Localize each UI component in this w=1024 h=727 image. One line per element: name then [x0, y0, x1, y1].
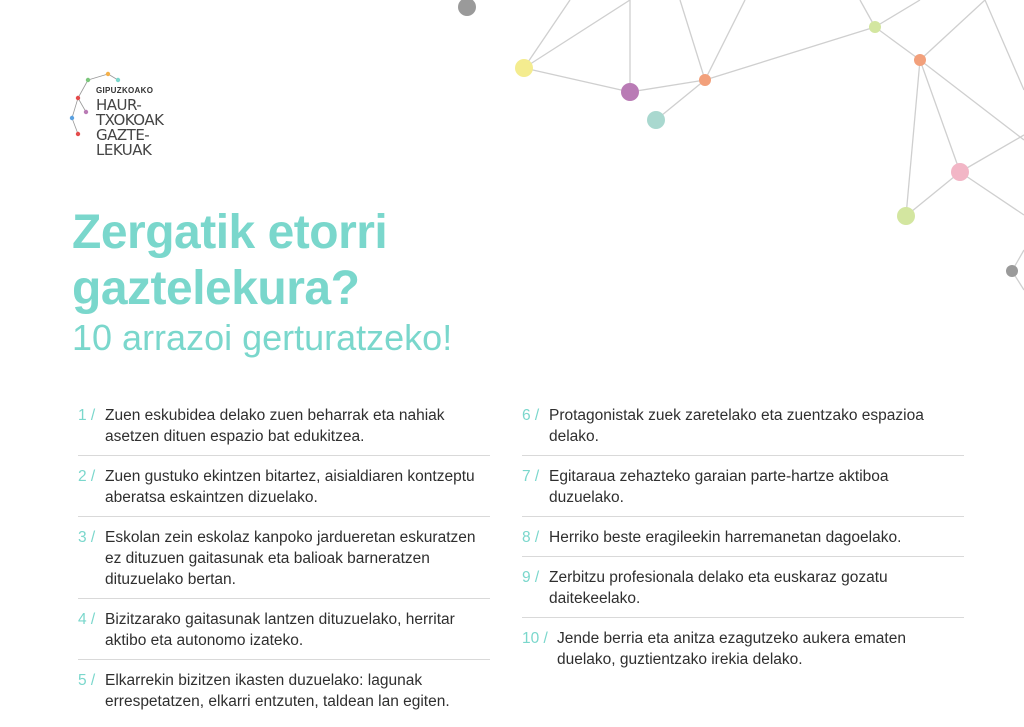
reason-number: 8 /: [522, 529, 540, 546]
divider: [78, 598, 490, 599]
reason-item-8: [522, 527, 964, 548]
divider: [78, 455, 490, 456]
node-gray-right: [1006, 265, 1018, 277]
logo-line-4: LEKUAK: [96, 141, 152, 159]
reason-item-2: [78, 466, 490, 508]
reason-number: 1 /: [78, 407, 96, 424]
divider: [522, 455, 964, 456]
logo-line-2: TXOKOAK: [96, 111, 164, 129]
node-teal: [647, 111, 665, 129]
node-lime-small: [869, 21, 881, 33]
heading-line-1: Zergatik etorri: [72, 206, 388, 259]
node-purple: [621, 83, 639, 101]
page-heading: [72, 205, 452, 357]
divider: [78, 516, 490, 517]
heading-subtitle: 10 arrazoi gerturatzeko!: [72, 317, 453, 358]
reason-item-10: [522, 628, 964, 670]
reason-item-4: [78, 609, 490, 651]
logo-line-3: GAZTE-: [96, 126, 150, 144]
node-yellow: [515, 59, 533, 77]
reason-number: 4 /: [78, 611, 96, 628]
divider: [522, 617, 964, 618]
node-gray-top: [458, 0, 476, 16]
divider: [522, 556, 964, 557]
reason-text: Egitaraua zehazteko garaian parte-hartze aktiboa duzuelako.: [549, 468, 889, 506]
reason-text: Eskolan zein eskolaz kanpoko jarduеretan eskuratzen ez dituzuen gaitasunak eta balioak barneratzen dituzuelako bertan.: [105, 529, 476, 588]
reason-text: Zuen gustuko ekintzen bitartez, aisialdiaren kontzeptu aberatsa eskaintzen dizuelako.: [105, 468, 475, 506]
logo-region-label: GIPUZKOAKO: [96, 86, 154, 95]
heading-line-2: gaztelekura?: [72, 262, 360, 315]
reason-text: Bizitzarako gaitasunak lantzen dituzuelako, herritar aktibo eta autonomo izateko.: [105, 611, 455, 649]
reason-item-3: [78, 527, 490, 590]
reason-item-7: [522, 466, 964, 508]
reason-number: 9 /: [522, 569, 540, 586]
reason-item-1: [78, 405, 490, 447]
reason-number: 3 /: [78, 529, 96, 546]
reason-text: Zuen eskubidea delako zuen beharrak eta nahiak asetzen dituen espazio bat edukitzea.: [105, 407, 445, 445]
network-lines: [524, 0, 1024, 290]
node-pink: [951, 163, 969, 181]
node-orange-right: [914, 54, 926, 66]
reason-item-5: [78, 670, 490, 712]
reasons-column-right: [522, 405, 964, 670]
reason-text: Protagonistak zuek zaretelako eta zuentzako espazioa delako.: [549, 407, 924, 445]
reason-item-6: [522, 405, 964, 447]
reason-text: Elkarrekin bizitzen ikasten duzuelako: lagunak errespetatzen, elkarri entzuten, taldean lan egiten.: [105, 672, 450, 710]
node-orange-small: [699, 74, 711, 86]
reason-text: Jende berria eta anitza ezagutzeko aukera ematen duelako, guztientzako irekia delako.: [557, 630, 906, 668]
logo-line-1: HAUR-: [96, 96, 142, 114]
reasons-column-left: [78, 405, 490, 712]
reason-text: Herriko beste eragileekin harremanetan dagoelako.: [549, 529, 902, 546]
reason-text: Zerbitzu profesionala delako eta euskaraz gozatu daitekeelako.: [549, 569, 888, 607]
node-lime: [897, 207, 915, 225]
divider: [522, 516, 964, 517]
reason-number: 7 /: [522, 468, 540, 485]
reason-item-9: [522, 567, 964, 609]
divider: [78, 659, 490, 660]
reason-number: 5 /: [78, 672, 96, 689]
reason-number: 6 /: [522, 407, 540, 424]
reason-number: 10 /: [522, 630, 548, 647]
reason-number: 2 /: [78, 468, 96, 485]
